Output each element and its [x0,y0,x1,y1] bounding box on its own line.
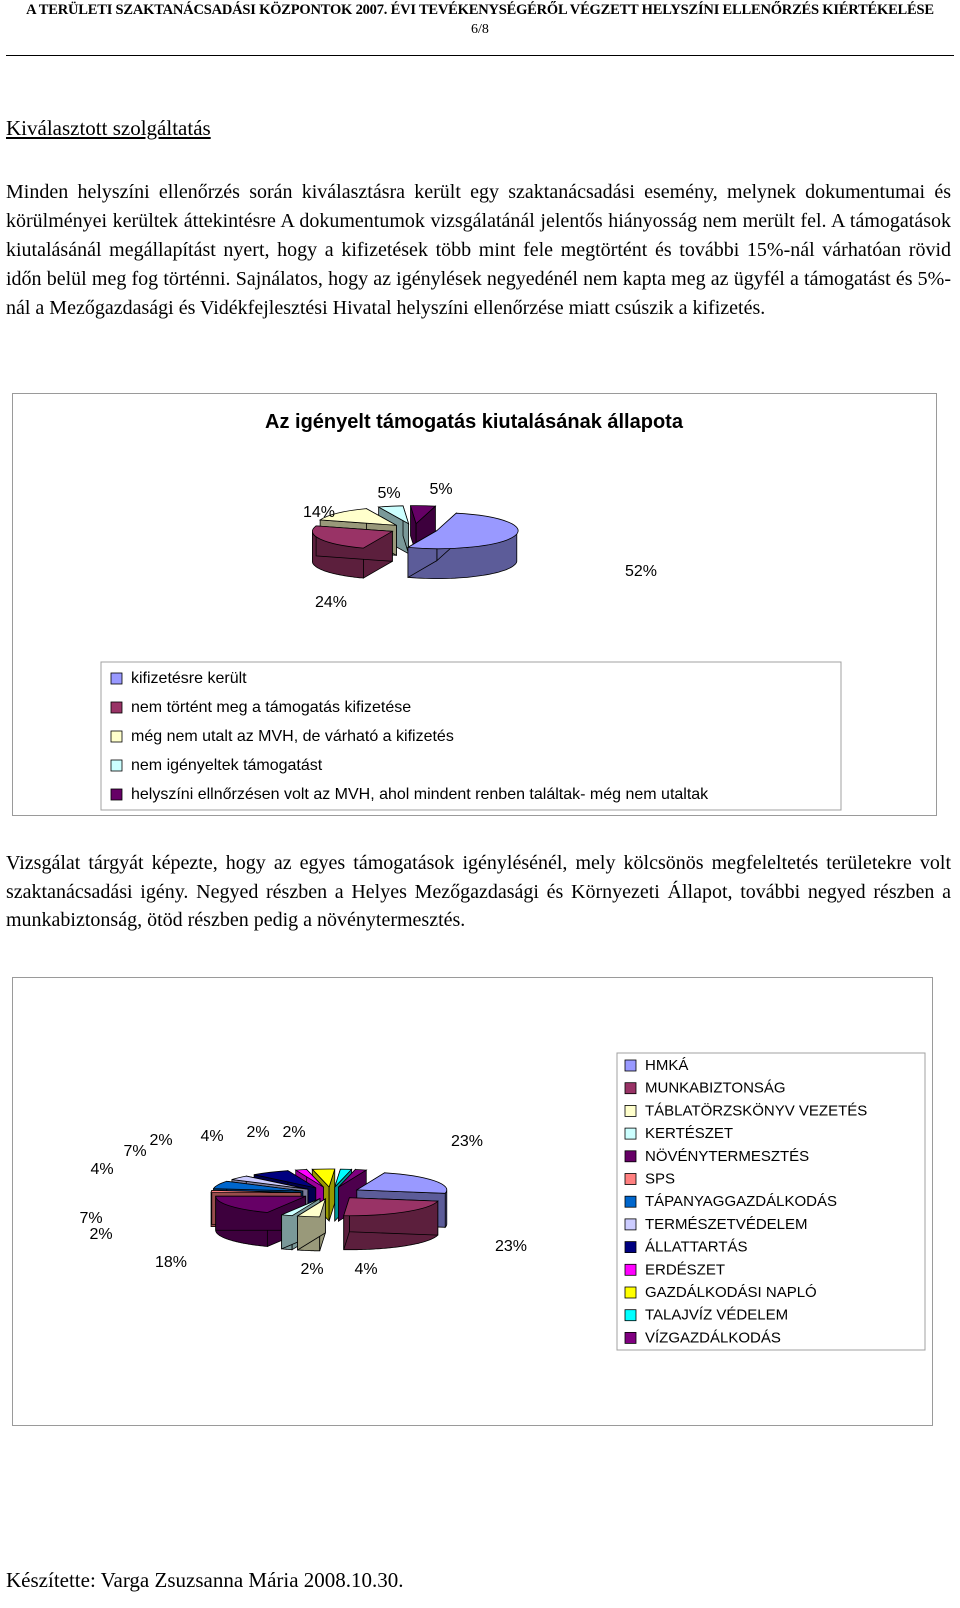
legend-swatch [625,1310,636,1321]
pie-area [303,481,657,611]
legend-label: kifizetésre került [131,670,247,687]
legend-swatch [625,1242,636,1253]
data-label: 2% [246,1124,270,1141]
payment-status-chart [12,393,937,816]
data-label: 4% [354,1261,378,1278]
legend-label: KERTÉSZET [645,1125,734,1143]
legend-label: MUNKABIZTONSÁG [645,1079,786,1097]
legend-swatch [625,1174,636,1185]
data-label: 2% [89,1226,113,1243]
legend-label: ERDÉSZET [645,1261,726,1279]
legend-label: SPS [645,1170,676,1188]
data-label: 7% [123,1143,147,1160]
legend-swatch [625,1332,636,1343]
data-label: 7% [79,1210,103,1227]
legend-swatch [625,1105,636,1116]
legend-label: ÁLLATTARTÁS [645,1238,748,1256]
paragraph-payment-status: Minden helyszíni ellenőrzés során kiválasztásra került egy szaktanácsadási esemény, melynek dokumentumai és körülményei kerültek áttekintésre A dokumentumok vizsgálatánál jelentős hiányosság nem merült fel. A támogatások kiutalásánál megállapítást nyert, hogy a kifizetések több mint fele megtörtént és további 15%-nál várhatóan rövid időn belül meg fog történni. Sajnálatos, hogy az igénylések negyedénél nem kapta meg az ügyfél a támogatást és 5%-nál a Mezőgazdasági és Vidékfejlesztési Hivatal helyszíni ellenőrzése miatt csúszik a kifizetés. [6,181,951,319]
data-label: 2% [149,1132,173,1149]
legend-label: TÁBLATÖRZSKÖNYV VEZETÉS [645,1102,868,1120]
legend-swatch [111,702,122,713]
pie-slice [344,1198,438,1250]
legend-swatch [625,1128,636,1139]
legend-label: NÖVÉNYTERMESZTÉS [645,1147,810,1165]
legend-swatch [625,1219,636,1230]
legend-label: nem történt meg a támogatás kifizetése [131,699,412,716]
data-label: 23% [494,1238,528,1255]
data-label: 4% [200,1128,224,1145]
data-label: 14% [302,504,336,521]
compliance-areas-chart [12,977,933,1426]
paragraph-compliance-areas: Vizsgálat tárgyát képezte, hogy az egyes támogatások igénylésénél, mely kölcsönös megfeleltetés területekre volt szaktanácsadási igény. Negyed részben a Helyes Mezőgazdasági és Környezeti Állapot, további negyed részben a munkabiztonság, ötöd részben pedig a növénytermesztés. [6,852,951,931]
legend-label: nem igényeltek támogatást [131,757,323,774]
legend-swatch [625,1264,636,1275]
pie-slice [312,526,392,578]
legend-swatch [111,731,122,742]
legend-label: GAZDÁLKODÁSI NAPLÓ [645,1284,817,1301]
page-header [0,0,960,38]
pie-area [79,1124,527,1278]
page-number: 6/8 [471,22,489,37]
legend-swatch [111,789,122,800]
legend-label: HMKÁ [645,1057,689,1074]
chart-legend [617,1053,925,1350]
data-label: 52% [624,563,658,580]
legend-label: TALAJVÍZ VÉDELEM [645,1306,789,1324]
legend-label: TÁPANYAGGAZDÁLKODÁS [645,1193,837,1211]
payment-status-pie-svg [13,394,936,815]
data-label: 2% [282,1124,306,1141]
chart-title: Az igényelt támogatás kiutalásának állapota [265,411,683,433]
data-label: 5% [429,481,453,498]
chart-legend [101,662,841,810]
legend-swatch [625,1151,636,1162]
legend-swatch [625,1083,636,1094]
legend-label: VÍZGAZDÁLKODÁS [645,1329,781,1347]
data-label: 23% [450,1133,484,1150]
legend-label: helyszíni ellnőrzésen volt az MVH, ahol mindent renben találtak- még nem utaltak [131,786,709,803]
legend-swatch [625,1060,636,1071]
footer-author: Készítette: Varga Zsuzsanna Mária 2008.10.30. [6,1568,404,1592]
data-label: 2% [300,1261,324,1278]
legend-label: TERMÉSZETVÉDELEM [645,1215,808,1233]
header-divider [6,55,954,56]
section-title: Kiválasztott szolgáltatás [6,116,211,140]
data-label: 18% [154,1254,188,1271]
compliance-areas-pie-svg [13,978,932,1425]
legend-swatch [625,1196,636,1207]
legend-swatch [111,760,122,771]
header-title: A TERÜLETI SZAKTANÁCSADÁSI KÖZPONTOK 2007. ÉVI TEVÉKENYSÉGÉRŐL VÉGZETT HELYSZÍNI ELLENŐRZÉS KIÉRTÉKELÉSE [26,2,934,18]
data-label: 4% [90,1161,114,1178]
legend-swatch [111,673,122,684]
data-label: 5% [377,485,401,502]
data-label: 24% [314,594,348,611]
legend-swatch [625,1287,636,1298]
legend-label: még nem utalt az MVH, de várható a kifizetés [131,728,454,745]
